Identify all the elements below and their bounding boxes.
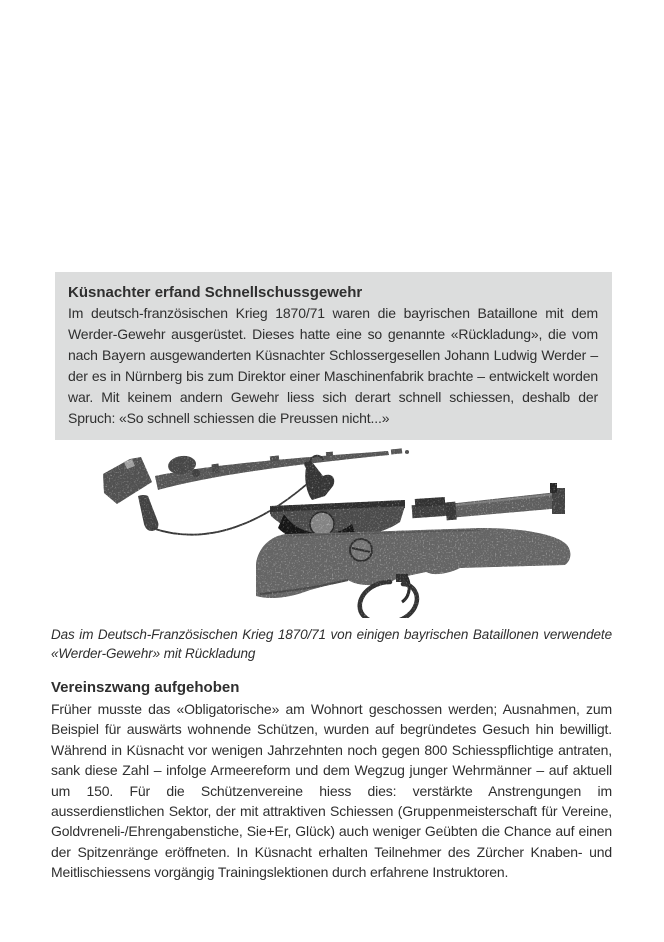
info-box-title: Küsnachter erfand Schnellschussgewehr [68,284,363,301]
info-box [55,272,612,440]
rifle-photo [60,446,600,618]
section-title: Vereinszwang aufgehoben [51,679,240,696]
figure-caption: Das im Deutsch-Französischen Krieg 1870/71 von einigen bayrischen Bataillonen verwendete «Werder-Gewehr» mit Rückladung [51,627,612,661]
info-box-body: Im deutsch-französischen Krieg 1870/71 waren die bayrischen Bataillone mit dem Werder-Gewehr ausgerüstet. Dieses hatte eine so genannte «Rückladung», die vom nach Bayern ausgewanderten Küsnachter Schlossergesellen Johann Ludwig Werder – der es in Nürnberg bis zum Direktor einer Maschinenfabrik brachte – entwickelt worden war. Mit keinem andern Gewehr liess sich derart schnell schiessen, deshalb der Spruch: «So schnell schiessen die Preussen nicht...» [68,305,598,426]
rifle-figure [51,446,664,663]
rifle-breech-shape [256,456,570,618]
body-section [51,677,612,883]
section-body: Früher musste das «Obligatorische» am Wohnort geschossen werden; Ausnahmen, zum Beispiel für auswärts wohnende Schützen, wurden auf begründetes Gesuch hin bewilligt. Während in Küsnacht vor wenigen Jahrzehnten noch gegen 800 Schiesspflichtige antraten, sank diese Zahl – infolge Armeereform und dem Wegzug junger Wehrmänner – auf aktuell um 150. Für die Schützenvereine hiess dies: verstärkte Anstrengungen im ausserdienstlichen Sektor, der mit attraktiven Schiessen (Gruppenmeisterschaft für Vereine, Goldvreneli-/Ehrengabenstiche, Sie+Er, Glück) auch weniger Geübten die Chance auf einen der Spitzenränge eröffneten. In Küsnacht erhalten Teilnehmer des Zürcher Knaben- und Meitlischiessens vorgängig Trainingslektionen durch erfahrene Instruktoren. [51,701,612,881]
